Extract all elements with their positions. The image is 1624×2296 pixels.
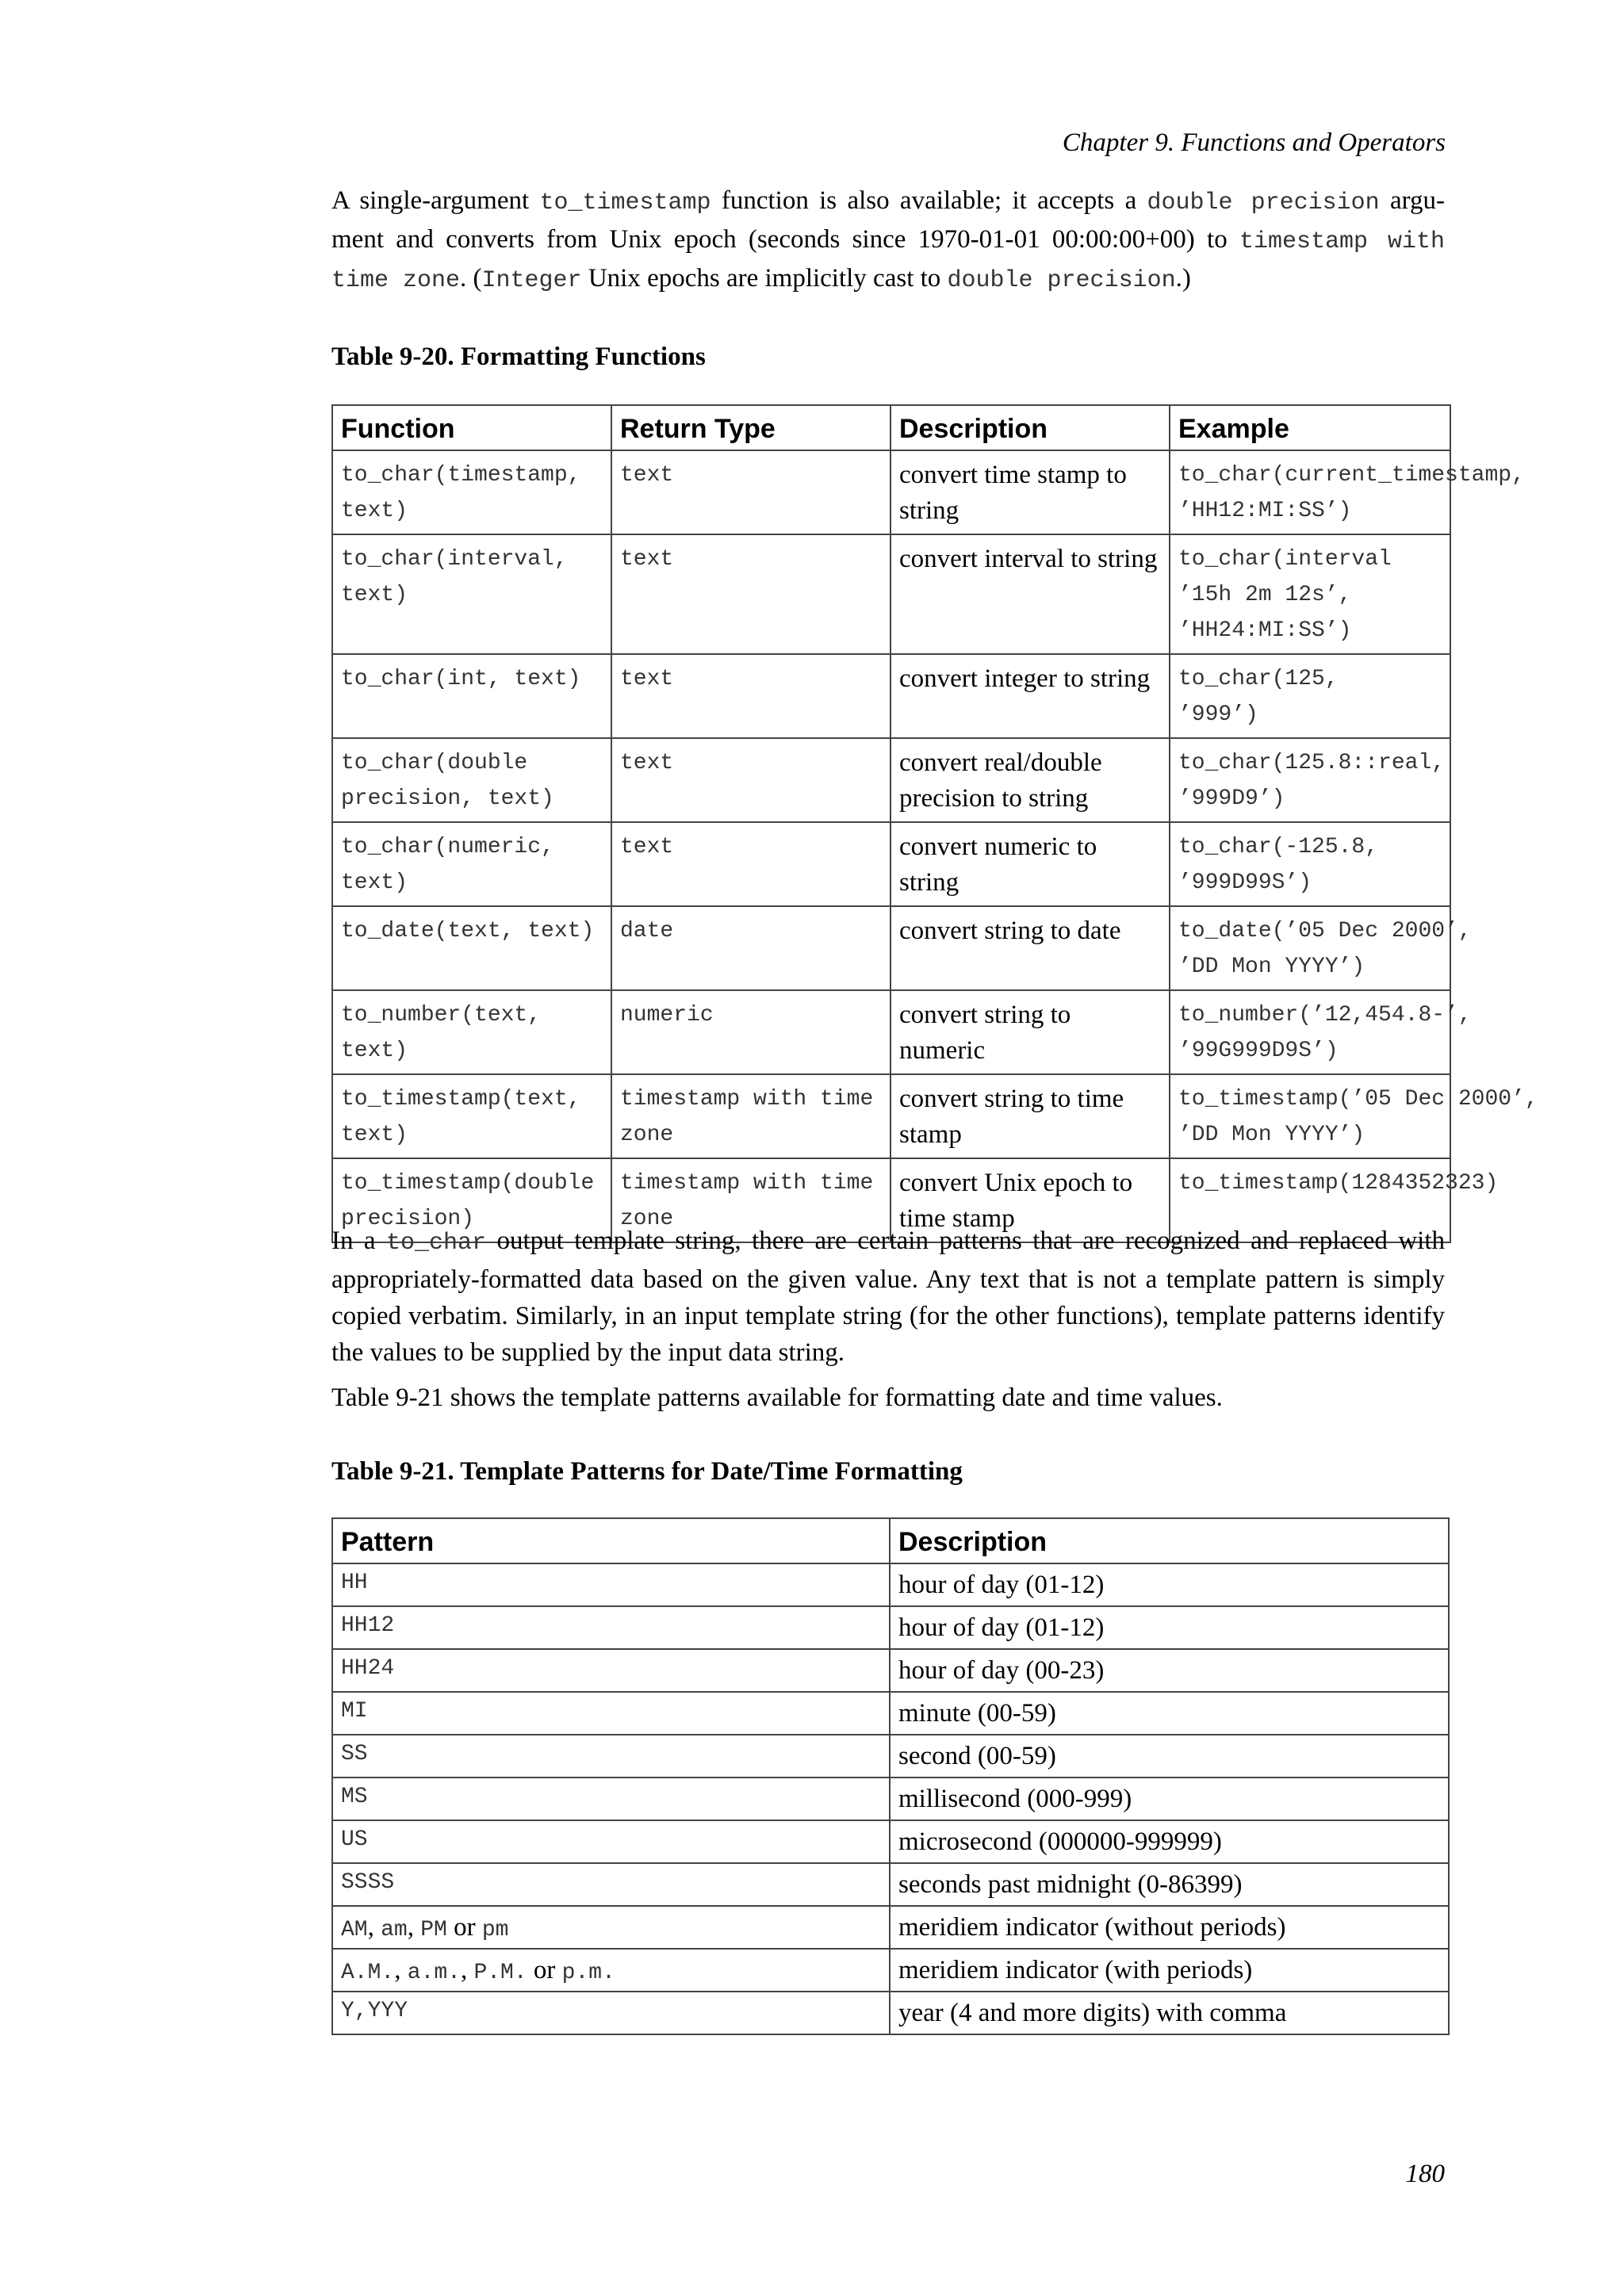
function-cell: to_char(interval, text) [332, 534, 611, 654]
column-header: Example [1170, 405, 1450, 450]
para-code: to_char [386, 1230, 487, 1257]
return-type-cell: text [611, 534, 891, 654]
pattern-description-cell: hour of day (01-12) [890, 1606, 1449, 1649]
table-row [332, 1735, 1449, 1777]
table-reference-paragraph: Table 9-21 shows the template patterns available for formatting date and time values. [331, 1383, 1223, 1412]
function-cell: to_char(timestamp, text) [332, 450, 611, 534]
example-cell: to_char(125.8::real, ’999D9’) [1170, 738, 1450, 822]
pattern-code: am [381, 1918, 408, 1942]
return-type-cell: numeric [611, 990, 891, 1074]
description-cell: convert integer to string [891, 654, 1170, 738]
table-row [332, 1820, 1449, 1863]
pattern-cell [332, 1906, 890, 1949]
pattern-code: HH12 [341, 1613, 395, 1638]
pattern-cell [332, 1949, 890, 1992]
pattern-code: PM [420, 1918, 447, 1942]
intro-text: A single-argument [331, 186, 540, 215]
example-cell: to_number(’12,454.8-’, ’99G999D9S’) [1170, 990, 1450, 1074]
pattern-description-cell: meridiem indicator (with periods) [890, 1949, 1449, 1992]
pattern-description-cell: seconds past midnight (0-86399) [890, 1863, 1449, 1906]
example-cell: to_char(interval ’15h 2m 12s’, ’HH24:MI:SS’) [1170, 534, 1450, 654]
description-cell: convert string to date [891, 906, 1170, 990]
intro-code: Integer [481, 267, 582, 294]
return-type-cell: text [611, 654, 891, 738]
pattern-description-cell: hour of day (00-23) [890, 1649, 1449, 1692]
function-cell: to_char(int, text) [332, 654, 611, 738]
pattern-description-cell: year (4 and more digits) with comma [890, 1992, 1449, 2034]
running-head: Chapter 9. Functions and Operators [1062, 128, 1446, 157]
intro-code: double precision [1147, 189, 1380, 216]
description-cell: convert time stamp to string [891, 450, 1170, 534]
return-type-cell: date [611, 906, 891, 990]
pattern-description-cell: microsecond (000000-999999) [890, 1820, 1449, 1863]
intro-code: to_timestamp [539, 189, 711, 216]
pattern-code: Y,YYY [341, 1999, 408, 2023]
example-cell: to_date(’05 Dec 2000’, ’DD Mon YYYY’) [1170, 906, 1450, 990]
table-row [332, 1863, 1449, 1906]
table-row [332, 1074, 1450, 1158]
pattern-cell [332, 1992, 890, 2034]
pattern-code: AM [341, 1918, 368, 1942]
table-row [332, 1649, 1449, 1692]
pattern-description-cell: second (00-59) [890, 1735, 1449, 1777]
intro-text: argu-ment and converts from Unix epoch (seconds since 1970-01-01 00:00:00+00) to [331, 186, 1445, 254]
intro-code: double precision [947, 267, 1176, 294]
table-row [332, 990, 1450, 1074]
return-type-cell: timestamp with time zone [611, 1158, 891, 1242]
function-cell: to_date(text, text) [332, 906, 611, 990]
table-9-21-caption: Table 9-21. Template Patterns for Date/Time Formatting [331, 1457, 963, 1486]
table-row [332, 1992, 1449, 2034]
intro-text: .) [1175, 264, 1191, 293]
table-9-20-caption: Table 9-20. Formatting Functions [331, 342, 706, 371]
table-row [332, 1949, 1449, 1992]
description-cell: convert interval to string [891, 534, 1170, 654]
description-cell: convert string to time stamp [891, 1074, 1170, 1158]
return-type-cell: timestamp with time zone [611, 1074, 891, 1158]
return-type-cell: text [611, 450, 891, 534]
table-header-row [332, 405, 1450, 450]
intro-code: timestamp with time zone [331, 228, 1445, 294]
pattern-cell [332, 1777, 890, 1820]
table-row [332, 534, 1450, 654]
pattern-cell [332, 1649, 890, 1692]
description-cell: convert real/double precision to string [891, 738, 1170, 822]
pattern-separator: or [446, 1913, 482, 1942]
template-patterns-body [332, 1563, 1449, 2034]
table-row [332, 1563, 1449, 1606]
description-cell: convert numeric to string [891, 822, 1170, 906]
table-row [332, 1692, 1449, 1735]
example-cell: to_char(-125.8, ’999D99S’) [1170, 822, 1450, 906]
formatting-functions-table [331, 404, 1538, 1243]
function-cell: to_timestamp(text, text) [332, 1074, 611, 1158]
pattern-separator: , [407, 1913, 421, 1942]
table-row [332, 1777, 1449, 1820]
pattern-cell [332, 1606, 890, 1649]
page-number: 180 [1405, 2160, 1445, 2188]
example-cell: to_char(125, ’999’) [1170, 654, 1450, 738]
pattern-code: HH24 [341, 1656, 395, 1681]
pattern-cell [332, 1820, 890, 1863]
table-header-row [332, 1518, 1449, 1563]
table-row [332, 1906, 1449, 1949]
intro-text: . ( [460, 264, 482, 293]
pattern-description-cell: hour of day (01-12) [890, 1563, 1449, 1606]
table-row [332, 906, 1450, 990]
pattern-cell [332, 1563, 890, 1606]
intro-paragraph [331, 182, 1445, 299]
pattern-code: a.m. [407, 1961, 461, 1985]
para-text: output template string, there are certain patterns that are recognized and replaced with appropriately-formatted data based on the given value. Any text that is not a template pattern is simply copied verbatim. Similarly, in an input template string (for the other functions), template patterns identify the values to be supplied by the input data string. [331, 1226, 1445, 1367]
example-cell: to_timestamp(1284352323) [1170, 1158, 1450, 1242]
pattern-code: HH [341, 1571, 368, 1595]
pattern-code: P.M. [473, 1961, 527, 1985]
pattern-cell [332, 1735, 890, 1777]
function-cell: to_char(double precision, text) [332, 738, 611, 822]
pattern-cell [332, 1863, 890, 1906]
pattern-separator: , [460, 1956, 474, 1984]
table-row [332, 738, 1450, 822]
table-row [332, 654, 1450, 738]
pattern-code: SSSS [341, 1870, 395, 1895]
column-header: Description [891, 405, 1170, 450]
column-header: Pattern [332, 1518, 890, 1563]
description-cell: convert Unix epoch to time stamp [891, 1158, 1170, 1242]
example-cell: to_char(current_timestamp, ’HH12:MI:SS’) [1170, 450, 1450, 534]
pattern-code: pm [481, 1918, 509, 1942]
pattern-description-cell: minute (00-59) [890, 1692, 1449, 1735]
pattern-code: A.M. [341, 1961, 395, 1985]
pattern-description-cell: meridiem indicator (without periods) [890, 1906, 1449, 1949]
function-cell: to_timestamp(double precision) [332, 1158, 611, 1242]
function-cell: to_char(numeric, text) [332, 822, 611, 906]
para-text: In a [331, 1226, 386, 1255]
pattern-description-cell: millisecond (000-999) [890, 1777, 1449, 1820]
pattern-code: MI [341, 1699, 368, 1724]
intro-text: function is also available; it accepts a [710, 186, 1147, 215]
description-cell: convert string to numeric [891, 990, 1170, 1074]
pattern-separator: , [394, 1956, 408, 1984]
pattern-code: p.m. [561, 1961, 615, 1985]
pattern-separator: , [367, 1913, 381, 1942]
return-type-cell: text [611, 738, 891, 822]
column-header: Return Type [611, 405, 891, 450]
column-header: Function [332, 405, 611, 450]
table-row [332, 450, 1450, 534]
column-header: Description [890, 1518, 1449, 1563]
pattern-code: US [341, 1827, 368, 1852]
template-paragraph [331, 1223, 1445, 1371]
function-cell: to_number(text, text) [332, 990, 611, 1074]
formatting-functions-body [332, 450, 1538, 1242]
pattern-cell [332, 1692, 890, 1735]
example-cell: to_timestamp(’05 Dec 2000’, ’DD Mon YYYY’) [1170, 1074, 1450, 1158]
pattern-separator: or [527, 1956, 562, 1984]
template-patterns-table [331, 1517, 1450, 2035]
return-type-cell: text [611, 822, 891, 906]
intro-text: Unix epochs are implicitly cast to [581, 264, 948, 293]
table-row [332, 822, 1450, 906]
pattern-code: SS [341, 1742, 368, 1766]
pattern-code: MS [341, 1785, 368, 1809]
table-row [332, 1606, 1449, 1649]
